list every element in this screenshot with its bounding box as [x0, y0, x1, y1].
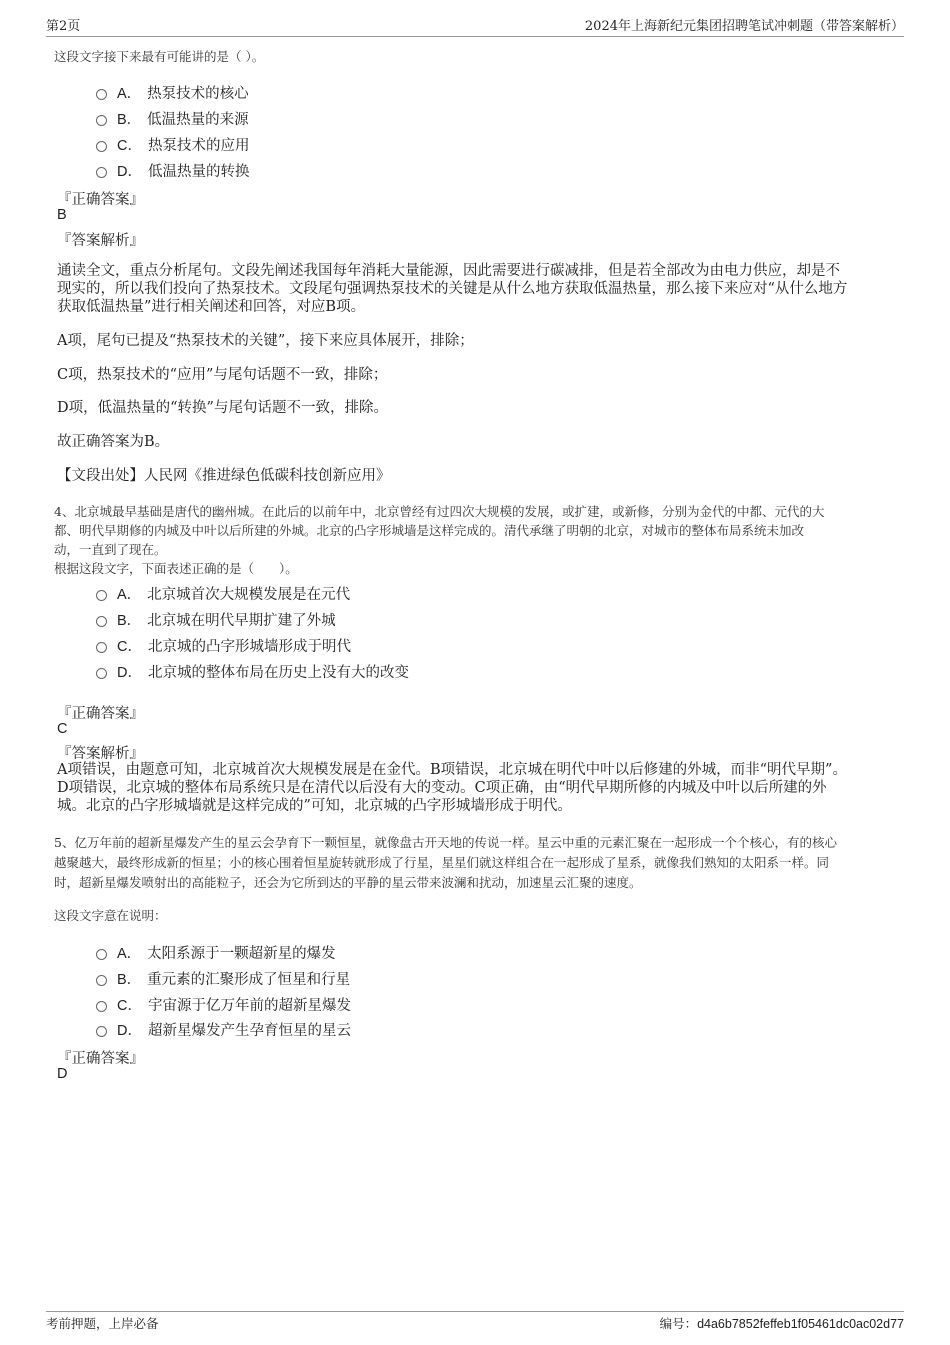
- q4-stem-line: 根据这段文字，下面表述正确的是（ ）。: [54, 561, 298, 576]
- q4-stem-line: 4、北京城最早基础是唐代的幽州城。在此后的以前年中，北京曾经有过四次大规模的发展，或扩建，或新修，分别为金代的中都、元代的大: [54, 504, 825, 519]
- q4-stem-line: 都、明代早期修的内城及中叶以后所建的外城。北京的凸字形城墙是这样完成的。清代承继了明朝的北京，对城市的整体布局系统未加改: [54, 523, 805, 538]
- document-code: 编号：d4a6b7852feffeb1f05461dc0ac02d77: [659, 1316, 904, 1331]
- q3-analysis-line: 故正确答案为B。: [57, 434, 170, 450]
- radio-icon[interactable]: [96, 590, 107, 601]
- q3-option-d[interactable]: D． 低温热量的转换: [96, 160, 249, 181]
- q3-answer: B: [57, 207, 67, 223]
- q3-option-c[interactable]: C． 热泵技术的应用: [96, 134, 249, 155]
- page-number: 第2页: [46, 19, 81, 34]
- q5-answer: D: [57, 1066, 68, 1082]
- q4-analysis-label: 『答案解析』: [57, 746, 144, 762]
- radio-icon[interactable]: [96, 616, 107, 627]
- q4-answer-label: 『正确答案』: [57, 706, 144, 722]
- radio-icon[interactable]: [96, 642, 107, 653]
- q4-option-b[interactable]: B． 北京城在明代早期扩建了外城: [96, 609, 336, 630]
- q3-source: 【文段出处】人民网《推进绿色低碳科技创新应用》: [57, 468, 391, 484]
- radio-icon[interactable]: [96, 115, 107, 126]
- q4-analysis-line: D项错误，北京城的整体布局系统只是在清代以后没有大的变动。C项正确，由“明代早期所修的内城及中叶以后所建的外: [57, 780, 827, 796]
- q5-question: 这段文字意在说明：: [54, 908, 167, 923]
- q5-stem-line: 时，超新星爆发喷射出的高能粒子，还会为它所到达的平静的星云带来波澜和扰动，加速星云汇聚的速度。: [54, 875, 642, 890]
- q3-analysis-line: C项，热泵技术的“应用”与尾句话题不一致，排除；: [57, 367, 388, 383]
- radio-icon[interactable]: [96, 975, 107, 986]
- q4-option-d[interactable]: D． 北京城的整体布局在历史上没有大的改变: [96, 661, 409, 682]
- q4-option-c[interactable]: C． 北京城的凸字形城墙形成于明代: [96, 635, 351, 656]
- radio-icon[interactable]: [96, 668, 107, 679]
- q3-analysis-label: 『答案解析』: [57, 233, 144, 249]
- q3-analysis-line: D项，低温热量的“转换”与尾句话题不一致，排除。: [57, 400, 388, 416]
- q5-answer-label: 『正确答案』: [57, 1051, 144, 1067]
- q3-analysis-line: 现实的，所以我们投向了热泵技术。文段尾句强调热泵技术的关键是从什么地方获取低温热量，那么接下来应对“从什么地方: [57, 281, 848, 297]
- q3-analysis-line: 获取低温热量”进行相关阐述和回答，对应B项。: [57, 299, 366, 315]
- q4-stem-line: 动，一直到了现在。: [54, 542, 167, 557]
- q4-analysis-line: A项错误，由题意可知，北京城首次大规模发展是在金代。B项错误，北京城在明代中叶以后修建的外城，而非“明代早期”。: [57, 762, 847, 778]
- q5-stem-line: 5、亿万年前的超新星爆发产生的星云会孕育下一颗恒星，就像盘古开天地的传说一样。星云中重的元素汇聚在一起形成一个个核心，有的核心: [54, 835, 837, 850]
- q4-answer: C: [57, 721, 68, 737]
- footer-slogan: 考前押题，上岸必备: [46, 1316, 159, 1331]
- q4-option-a[interactable]: A． 北京城首次大规模发展是在元代: [96, 583, 350, 604]
- q5-option-d[interactable]: D． 超新星爆发产生孕育恒星的星云: [96, 1019, 351, 1040]
- page-header: [46, 14, 904, 37]
- q3-stem: 这段文字接下来最有可能讲的是（ ）。: [54, 49, 265, 64]
- radio-icon[interactable]: [96, 89, 107, 100]
- page-footer: [46, 1311, 904, 1332]
- radio-icon[interactable]: [96, 1026, 107, 1037]
- q3-option-a[interactable]: A． 热泵技术的核心: [96, 82, 249, 103]
- q3-option-b[interactable]: B． 低温热量的来源: [96, 108, 249, 129]
- q3-analysis-line: 通读全文，重点分析尾句。文段先阐述我国每年消耗大量能源，因此需要进行碳减排，但是若全部改为由电力供应，却是不: [57, 263, 840, 279]
- radio-icon[interactable]: [96, 1001, 107, 1012]
- q4-analysis-line: 城。北京的凸字形城墙就是这样完成的”可知，北京城的凸字形城墙形成于明代。: [57, 798, 572, 814]
- q3-answer-label: 『正确答案』: [57, 192, 144, 208]
- document-title: 2024年上海新纪元集团招聘笔试冲刺题（带答案解析）: [584, 19, 904, 34]
- radio-icon[interactable]: [96, 141, 107, 152]
- radio-icon[interactable]: [96, 167, 107, 178]
- q5-option-b[interactable]: B． 重元素的汇聚形成了恒星和行星: [96, 968, 350, 989]
- radio-icon[interactable]: [96, 949, 107, 960]
- q5-option-c[interactable]: C． 宇宙源于亿万年前的超新星爆发: [96, 994, 351, 1015]
- q5-option-a[interactable]: A． 太阳系源于一颗超新星的爆发: [96, 942, 336, 963]
- q5-stem-line: 越聚越大，最终形成新的恒星；小的核心围着恒星旋转就形成了行星，星星们就这样组合在一起形成了星系，就像我们熟知的太阳系一样。同: [54, 855, 830, 870]
- q3-analysis-line: A项，尾句已提及“热泵技术的关键”，接下来应具体展开，排除；: [57, 333, 474, 349]
